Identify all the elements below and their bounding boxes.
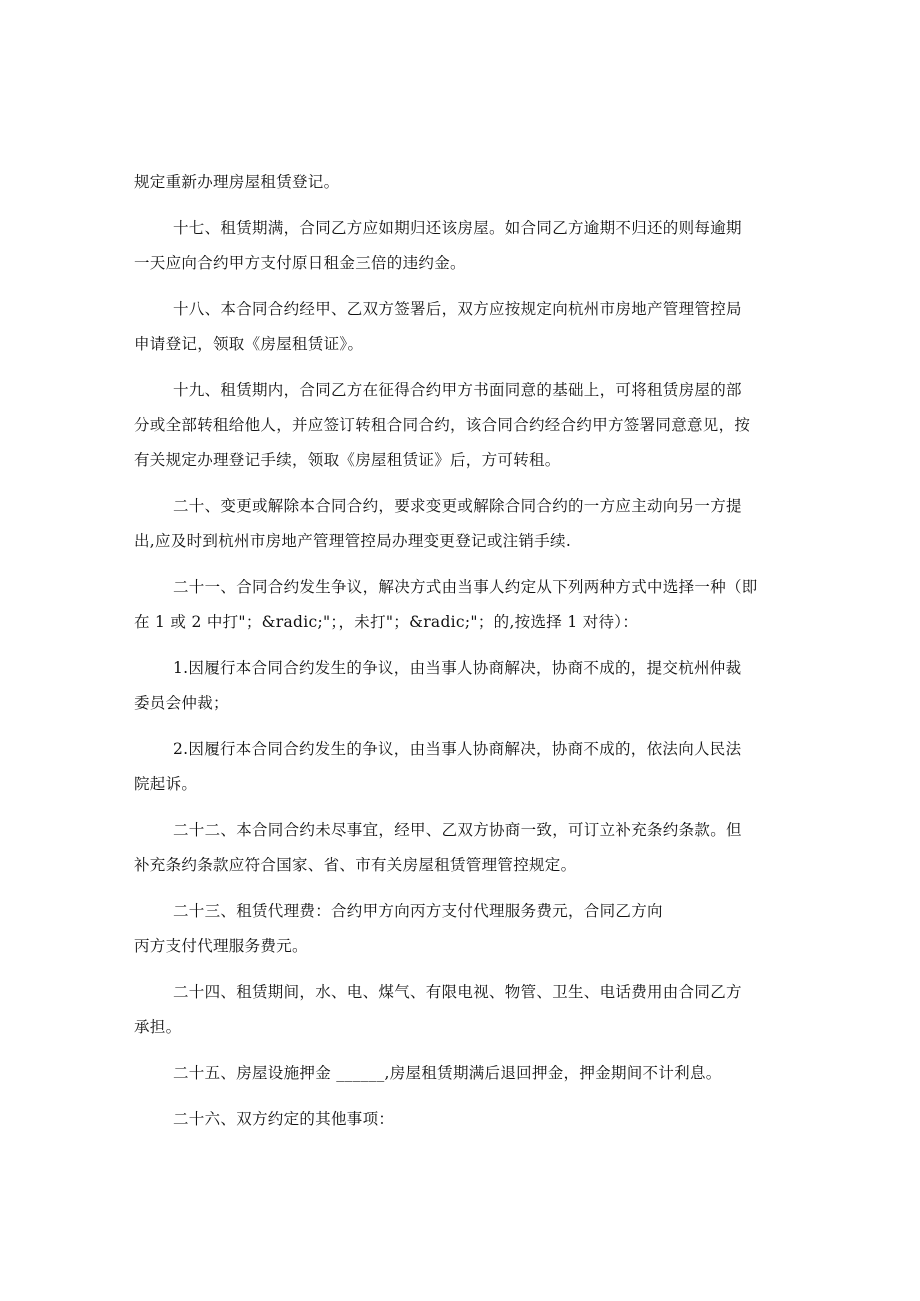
paragraph-16-continuation	[134, 165, 790, 200]
text-line: 二十五、房屋设施押金 ______,房屋租赁期满后退回押金，押金期间不计利息。	[173, 1064, 722, 1082]
text-line: 补充条约条款应符合国家、省、市有关房屋租赁管理管控规定。	[134, 856, 577, 874]
clause-22	[134, 813, 790, 883]
text-line: 二十二、本合同合约未尽事宜，经甲、乙双方协商一致，可订立补充条约条款。但	[173, 821, 742, 839]
text-line: 出,应及时到杭州市房地产管理管控局办理变更登记或注销手续.	[134, 532, 572, 550]
clause-21-option-2	[134, 732, 790, 802]
text-line: 丙方支付代理服务费元。	[134, 937, 308, 955]
clause-20	[134, 489, 790, 559]
text-line: 申请登记，领取《房屋租赁证》。	[134, 335, 364, 353]
clause-24	[134, 975, 790, 1045]
text-line: 分或全部转租给他人，并应签订转租合同合约，该合同合约经合约甲方签署同意意见，按	[134, 416, 751, 434]
text-line: 承担。	[134, 1018, 182, 1036]
text-line: 规定重新办理房屋租赁登记。	[134, 173, 340, 191]
text-line: 二十四、租赁期间，水、电、煤气、有限电视、物管、卫生、电话费用由合同乙方	[173, 983, 742, 1001]
text-line: 有关规定办理登记手续，领取《房屋租赁证》后，方可转租。	[134, 451, 561, 469]
text-line: 二十一、合同合约发生争议，解决方式由当事人约定从下列两种方式中选择一种（即	[173, 578, 758, 596]
text-line: 二十三、租赁代理费：合约甲方向丙方支付代理服务费元，合同乙方向	[173, 902, 663, 920]
text-line: 二十、变更或解除本合同合约，要求变更或解除合同合约的一方应主动向另一方提	[173, 497, 742, 515]
clause-21	[134, 570, 790, 640]
clause-17	[134, 211, 790, 281]
clause-21-option-1	[134, 651, 790, 721]
clause-19	[134, 373, 790, 478]
text-line: 1.因履行本合同合约发生的争议，由当事人协商解决，协商不成的，提交杭州仲裁	[173, 659, 742, 677]
text-line: 2.因履行本合同合约发生的争议，由当事人协商解决，协商不成的，依法向人民法	[173, 740, 742, 758]
clause-18	[134, 292, 790, 362]
clause-26	[134, 1102, 790, 1137]
clause-25	[134, 1056, 790, 1091]
text-line: 在 1 或 2 中打"；&radic;"；，未打"；&radic;"；的,按选择 1 对待）：	[134, 613, 639, 631]
text-line: 委员会仲裁；	[134, 694, 229, 712]
text-line: 院起诉。	[134, 775, 198, 793]
text-line: 二十六、双方约定的其他事项：	[173, 1110, 395, 1128]
text-line: 十八、本合同合约经甲、乙双方签署后，双方应按规定向杭州市房地产管理管控局	[173, 300, 742, 318]
clause-23	[134, 894, 790, 964]
text-line: 十九、租赁期内，合同乙方在征得合约甲方书面同意的基础上，可将租赁房屋的部	[173, 381, 742, 399]
document-body	[134, 165, 790, 1148]
text-line: 一天应向合约甲方支付原日租金三倍的违约金。	[134, 254, 466, 272]
text-line: 十七、租赁期满，合同乙方应如期归还该房屋。如合同乙方逾期不归还的则每逾期	[173, 219, 742, 237]
